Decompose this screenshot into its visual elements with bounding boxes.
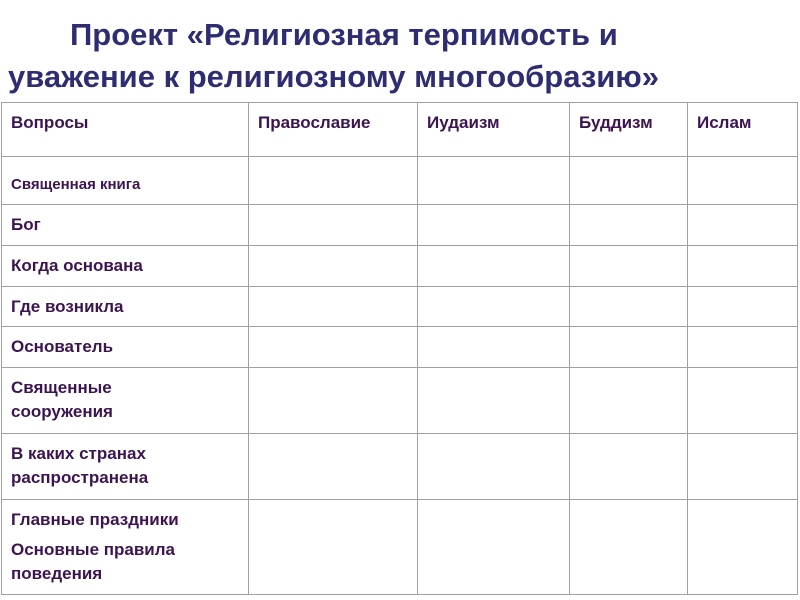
row-label-god: Бог (2, 205, 249, 246)
answer-cell[interactable] (570, 434, 688, 500)
answer-cell[interactable] (418, 205, 570, 246)
answer-cell[interactable] (418, 500, 570, 595)
title-line-1: Проект «Религиозная терпимость и (70, 17, 618, 52)
comparison-table (1, 102, 798, 595)
answer-cell[interactable] (570, 368, 688, 434)
header-questions: Вопросы (2, 103, 249, 157)
answer-cell[interactable] (570, 327, 688, 368)
row-label-countries: В каких странах распространена (2, 434, 249, 500)
answer-cell[interactable] (688, 287, 798, 327)
table-row (2, 246, 798, 287)
title-line-2: уважение к религиозному многообразию» (8, 59, 660, 94)
answer-cell[interactable] (418, 434, 570, 500)
slide-title (0, 14, 800, 98)
row-label-holy-book: Священная книга (2, 157, 249, 205)
header-judaism: Иудаизм (418, 103, 570, 157)
table-row (2, 205, 798, 246)
header-buddhism: Буддизм (570, 103, 688, 157)
answer-cell[interactable] (249, 327, 418, 368)
answer-cell[interactable] (688, 327, 798, 368)
answer-cell[interactable] (688, 434, 798, 500)
answer-cell[interactable] (249, 157, 418, 205)
table-row (2, 287, 798, 327)
answer-cell[interactable] (249, 205, 418, 246)
answer-cell[interactable] (570, 157, 688, 205)
answer-cell[interactable] (418, 157, 570, 205)
row-label-founder: Основатель (2, 327, 249, 368)
table-row (2, 434, 798, 500)
row-label-founded-when: Когда основана (2, 246, 249, 287)
row-label-origin-place: Где возникла (2, 287, 249, 327)
answer-cell[interactable] (570, 205, 688, 246)
answer-cell[interactable] (688, 368, 798, 434)
table-row (2, 327, 798, 368)
answer-cell[interactable] (418, 368, 570, 434)
row-label-sacred-buildings: Священные сооружения (2, 368, 249, 434)
answer-cell[interactable] (418, 327, 570, 368)
answer-cell[interactable] (688, 500, 798, 595)
answer-cell[interactable] (570, 500, 688, 595)
answer-cell[interactable] (418, 246, 570, 287)
table-row (2, 368, 798, 434)
answer-cell[interactable] (249, 287, 418, 327)
header-orthodoxy: Православие (249, 103, 418, 157)
answer-cell[interactable] (418, 287, 570, 327)
answer-cell[interactable] (249, 500, 418, 595)
answer-cell[interactable] (570, 287, 688, 327)
table-header-row (2, 103, 798, 157)
table-row (2, 157, 798, 205)
header-islam: Ислам (688, 103, 798, 157)
answer-cell[interactable] (249, 434, 418, 500)
answer-cell[interactable] (249, 368, 418, 434)
table-row (2, 500, 798, 595)
answer-cell[interactable] (688, 246, 798, 287)
answer-cell[interactable] (249, 246, 418, 287)
row-label-holidays-rules: Главные праздники Основные правила поведения (2, 500, 249, 595)
answer-cell[interactable] (688, 157, 798, 205)
answer-cell[interactable] (688, 205, 798, 246)
answer-cell[interactable] (570, 246, 688, 287)
